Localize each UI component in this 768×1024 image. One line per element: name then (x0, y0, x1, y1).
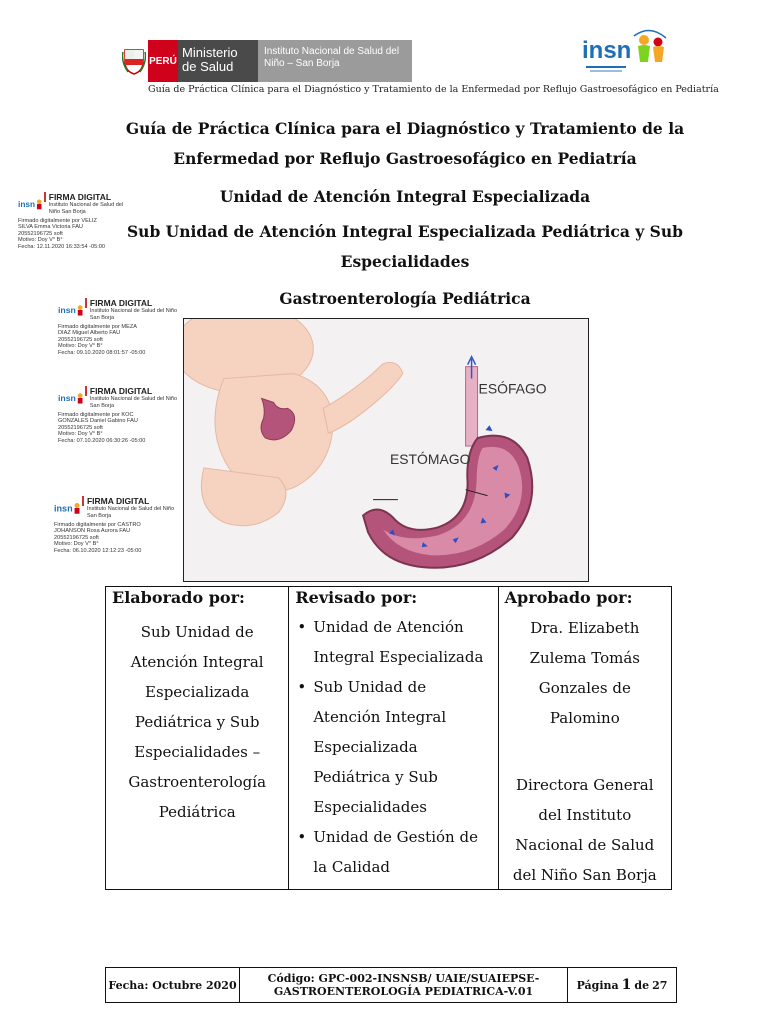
footer-date: Fecha: Octubre 2020 (108, 978, 237, 992)
svg-text:insn: insn (58, 304, 76, 315)
insn-mini-logo-icon (54, 499, 82, 517)
list-item: • Unidad de Gestión de la Calidad (293, 822, 493, 882)
header-guide-line: Guía de Práctica Clínica para el Diagnóstico y Tratamiento de la Enfermedad por Reflujo Gastroesofágico en Pediatría (148, 84, 719, 95)
page-number: 1 (621, 977, 632, 993)
footer-code: Código: GPC-002-INSNSB/ UAIE/SUAIEPSE-GASTROENTEROLOGÍA PEDIATRICA-V.01 (239, 968, 567, 1002)
elaborado-heading: Elaborado por: (112, 588, 245, 607)
insn-mini-logo-icon (58, 301, 85, 319)
svg-text:insn: insn (58, 392, 76, 403)
list-item: • Sub Unidad de Atención Integral Especializada Pediátrica y Sub Especialidades (293, 672, 493, 822)
digital-signature (54, 496, 179, 554)
stomach-label: ESTÓMAGO (389, 450, 471, 467)
insn-mini-logo-icon (18, 195, 44, 213)
signature-text: Firmado digitalmente por VELIZ SILVA Emma Victoria FAU 20552196725 soft Motivo: Doy V° B° Fecha: 12.11.2020 16:33:54 -05:00 (18, 218, 105, 250)
signature-institute: Instituto Nacional de Salud del Niño San Borja (86, 506, 175, 519)
elaborado-body: Sub Unidad de Atención Integral Especializada Pediátrica y Sub Especialidades – Gastroenterología Pediátrica (128, 623, 267, 821)
coat-of-arms-icon (120, 40, 148, 82)
signature-stamp: FIRMA DIGITAL (82, 496, 179, 506)
signature-stamp: FIRMA DIGITAL (85, 298, 178, 308)
svg-text:insn: insn (54, 502, 73, 513)
signature-institute: Instituto Nacional de Salud del Niño San Borja (89, 396, 178, 409)
list-item: • Unidad de Atención Integral Especializada (293, 612, 493, 672)
signature-text: Firmado digitalmente por KOC GONZALES Daniel Gabino FAU 20552196725 soft Motivo: Doy V° B° Fecha: 07.10.2020 06:30:26 -05:00 (58, 412, 146, 444)
digital-signature (58, 298, 178, 356)
digital-signature (18, 192, 133, 250)
page-of: de (634, 978, 650, 992)
revisado-heading: Revisado por: (295, 588, 418, 607)
revisado-column (288, 587, 497, 889)
approval-table (105, 586, 672, 890)
signature-text: Firmado digitalmente por MEZA DIAZ Miguel Alberto FAU 20552196725 soft Motivo: Doy V° B° Fecha: 09.10.2020 08:01:57 -05:00 (58, 324, 146, 356)
reflux-illustration (183, 318, 589, 582)
peru-label: PERÚ (148, 40, 178, 82)
insn-logo-text: insn (582, 37, 632, 64)
insn-mini-logo-icon (58, 389, 85, 407)
esophagus-label: ESÓFAGO (478, 380, 547, 397)
ministerio-label: Ministerio de Salud (178, 40, 258, 82)
signature-stamp: FIRMA DIGITAL (44, 192, 133, 202)
aprobado-column (498, 587, 671, 889)
document-footer (105, 967, 677, 1003)
digital-signature (58, 386, 178, 444)
minsa-logo (120, 40, 412, 82)
aprobado-role: Directora General del Instituto Nacional de Salud del Niño San Borja (512, 776, 657, 884)
footer-page (567, 968, 676, 1002)
signature-institute: Instituto Nacional de Salud del Niño San Borja (48, 202, 124, 215)
page-total: 27 (652, 978, 668, 992)
elaborado-column (106, 587, 288, 889)
signature-institute: Instituto Nacional de Salud del Niño San Borja (89, 308, 178, 321)
instituto-label: Instituto Nacional de Salud del Niño – San Borja (258, 40, 412, 82)
subunit-title: Sub Unidad de Atención Integral Especializada Pediátrica y Sub Especialidades (126, 222, 683, 271)
page-prefix: Página (576, 978, 619, 992)
signature-text: Firmado digitalmente por CASTRO JOHANSON Rosa Aurora FAU 20552196725 soft Motivo: Doy V° B° Fecha: 06.10.2020 12:12:23 -05:00 (54, 522, 142, 554)
specialty-title: Gastroenterología Pediátrica (279, 289, 531, 308)
unit-title: Unidad de Atención Integral Especializada (219, 187, 591, 206)
signature-stamp: FIRMA DIGITAL (85, 386, 178, 396)
svg-text:insn: insn (18, 198, 36, 209)
aprobado-name: Dra. Elizabeth Zulema Tomás Gonzales de Palomino (529, 619, 641, 727)
aprobado-heading: Aprobado por: (504, 588, 633, 607)
insn-logo (580, 28, 670, 78)
revisado-list (293, 612, 493, 882)
document-title: Guía de Práctica Clínica para el Diagnóstico y Tratamiento de la Enfermedad por Reflujo Gastroesofágico en Pediatría (125, 119, 685, 168)
